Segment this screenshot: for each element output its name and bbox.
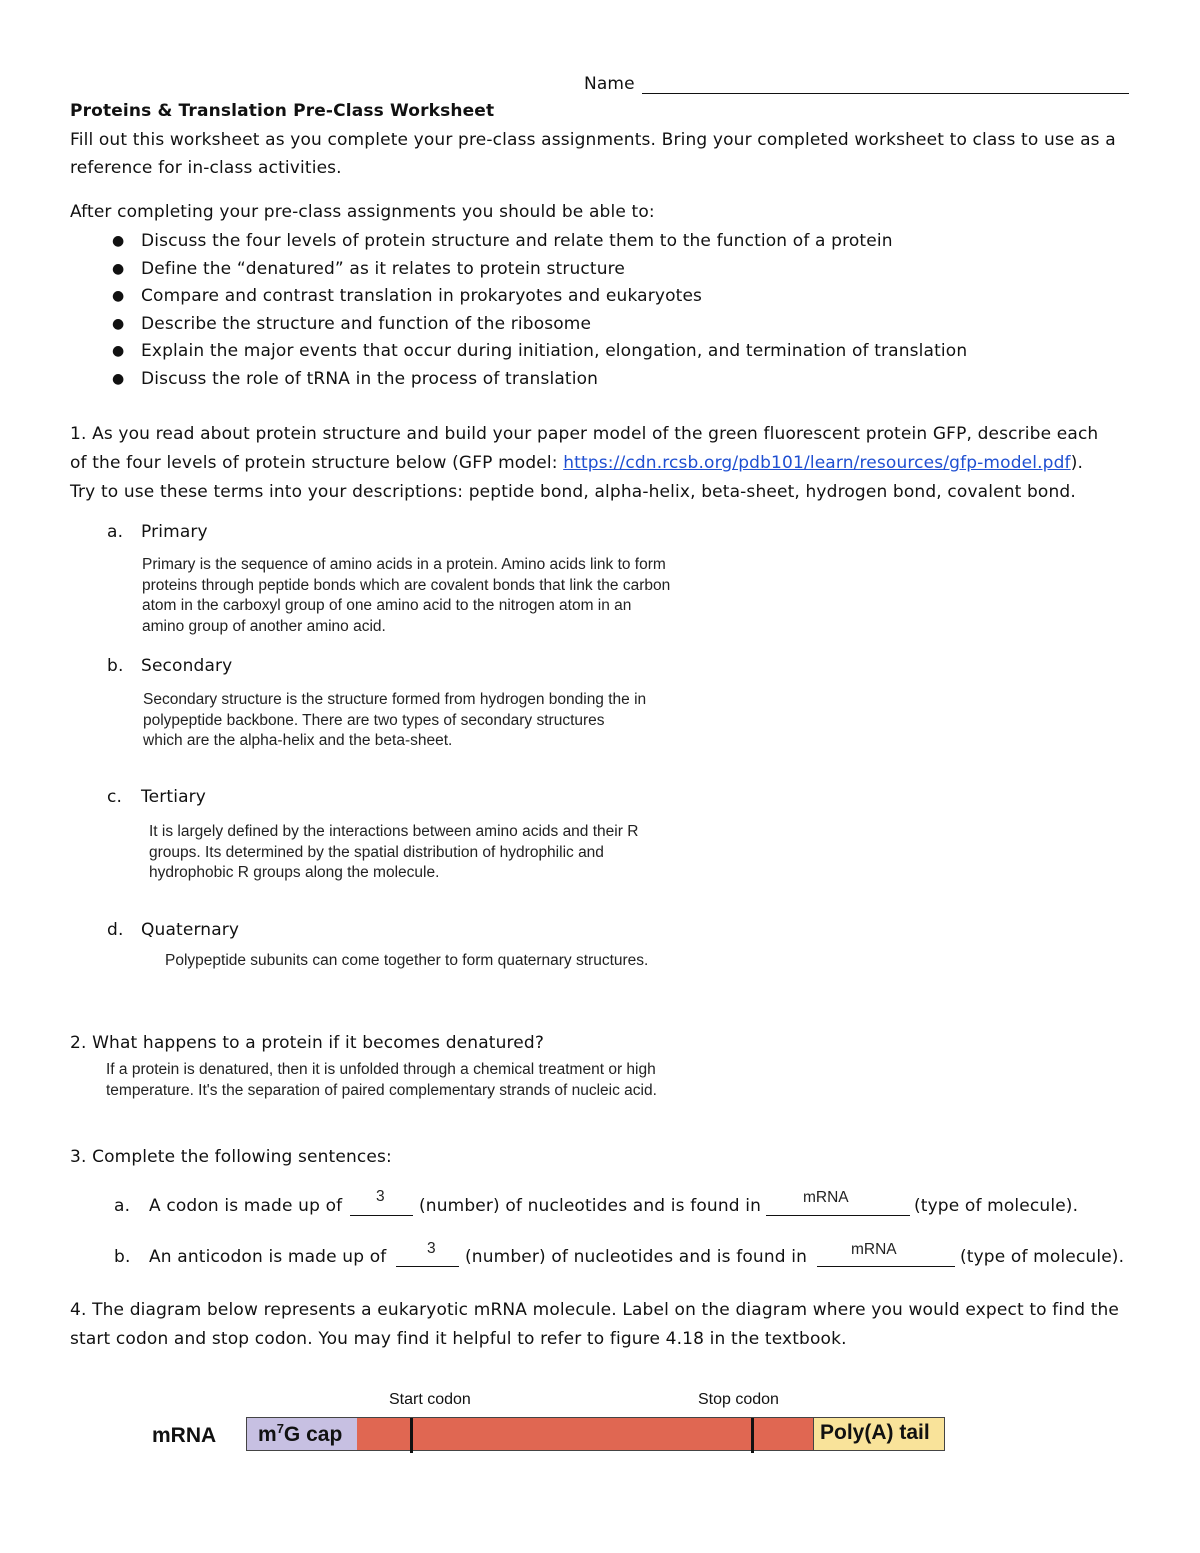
bullet-icon: ● <box>112 233 125 249</box>
q1-line-1: 1. As you read about protein structure and build your paper model of the green fluorescent protein GFP, describe each <box>70 424 1099 444</box>
answer-line: polypeptide backbone. There are two types of secondary structures <box>143 711 605 729</box>
q1-line-2-pre: of the four levels of protein structure below (GFP model: <box>70 453 564 473</box>
start-codon-marker <box>410 1418 413 1453</box>
coding-region <box>357 1417 815 1451</box>
anticodon-molecule-answer: mRNA <box>851 1241 897 1258</box>
answer-line: groups. Its determined by the spatial distribution of hydrophilic and <box>149 843 604 861</box>
codon-number-blank[interactable] <box>350 1215 413 1216</box>
q3b-post: (type of molecule). <box>960 1247 1125 1267</box>
answer-line: hydrophobic R groups along the molecule. <box>149 864 440 881</box>
objective-item: Define the “denatured” as it relates to protein structure <box>141 259 626 279</box>
gfp-model-link[interactable]: https://cdn.rcsb.org/pdb101/learn/resources/gfp-model.pdf <box>563 453 1071 473</box>
objective-item: Describe the structure and function of the ribosome <box>141 314 592 334</box>
q1-line-2 <box>70 453 1083 473</box>
polya-tail-region <box>813 1417 945 1451</box>
cap-label-sup: 7 <box>276 1421 284 1436</box>
stop-codon-label: Stop codon <box>698 1391 779 1408</box>
answer-line: which are the alpha-helix and the beta-sheet. <box>143 732 453 749</box>
start-codon-label: Start codon <box>389 1391 471 1408</box>
objective-item: Discuss the four levels of protein structure and relate them to the function of a protein <box>141 231 893 251</box>
bullet-icon: ● <box>112 316 125 332</box>
answer-secondary[interactable] <box>143 690 646 752</box>
q1-line-2-post: ). <box>1070 453 1084 473</box>
q1-line-3: Try to use these terms into your descriptions: peptide bond, alpha-helix, beta-sheet, hydrogen bond, covalent bond. <box>70 482 1076 502</box>
anticodon-number-blank[interactable] <box>396 1266 459 1267</box>
answer-line: temperature. It's the separation of paired complementary strands of nucleic acid. <box>106 1081 657 1099</box>
part-letter: d. <box>107 920 124 940</box>
answer-line: It is largely defined by the interactions between amino acids and their R <box>149 823 639 840</box>
q3b-pre: An anticodon is made up of <box>149 1247 387 1267</box>
anticodon-number-answer: 3 <box>427 1240 436 1257</box>
name-blank[interactable] <box>642 93 1129 94</box>
answer-line: Secondary structure is the structure formed from hydrogen bonding the in <box>143 691 647 708</box>
q3-heading: 3. Complete the following sentences: <box>70 1147 392 1167</box>
bullet-icon: ● <box>112 261 125 277</box>
name-label: Name <box>584 74 635 94</box>
codon-molecule-blank[interactable] <box>766 1215 910 1216</box>
answer-tertiary[interactable] <box>149 822 638 884</box>
codon-molecule-answer: mRNA <box>803 1189 849 1206</box>
part-label-primary: Primary <box>141 522 208 542</box>
q3a-post: (type of molecule). <box>914 1196 1079 1216</box>
objective-item: Compare and contrast translation in prokaryotes and eukaryotes <box>141 286 703 306</box>
worksheet-title: Proteins & Translation Pre-Class Worksheet <box>70 101 495 121</box>
part-label-quaternary: Quaternary <box>141 920 240 940</box>
q3a-pre: A codon is made up of <box>149 1196 343 1216</box>
q3a-mid: (number) of nucleotides and is found in <box>419 1196 762 1216</box>
tail-label: Poly(A) tail <box>820 1421 930 1444</box>
part-letter: a. <box>114 1196 131 1216</box>
cap-region <box>246 1417 359 1451</box>
answer-denatured[interactable] <box>106 1060 657 1101</box>
stop-codon-marker <box>751 1418 754 1453</box>
part-label-tertiary: Tertiary <box>141 787 206 807</box>
bullet-icon: ● <box>112 343 125 359</box>
codon-number-answer: 3 <box>376 1188 385 1205</box>
q2-question: 2. What happens to a protein if it becomes denatured? <box>70 1033 544 1053</box>
answer-quaternary[interactable] <box>165 951 648 972</box>
answer-line: Polypeptide subunits can come together to form quaternary structures. <box>165 952 649 969</box>
part-letter: b. <box>107 656 124 676</box>
cap-label <box>258 1421 342 1447</box>
part-letter: b. <box>114 1247 131 1267</box>
cap-label-rest: G cap <box>283 1423 343 1446</box>
answer-line: amino group of another amino acid. <box>142 617 386 635</box>
answer-line: atom in the carboxyl group of one amino acid to the nitrogen atom in an <box>142 597 632 614</box>
intro-line-2: reference for in-class activities. <box>70 158 342 178</box>
part-letter: a. <box>107 522 124 542</box>
cap-label-m: m <box>258 1423 277 1446</box>
answer-line: Primary is the sequence of amino acids in a protein. Amino acids link to form <box>142 556 666 573</box>
intro-line-1: Fill out this worksheet as you complete your pre-class assignments. Bring your completed worksheet to class to use as a <box>70 130 1116 150</box>
part-letter: c. <box>107 787 123 807</box>
q4-line-1: 4. The diagram below represents a eukaryotic mRNA molecule. Label on the diagram where you would expect to find the <box>70 1300 1120 1320</box>
anticodon-molecule-blank[interactable] <box>817 1266 955 1267</box>
part-label-secondary: Secondary <box>141 656 233 676</box>
answer-line: proteins through peptide bonds which are covalent bonds that link the carbon <box>142 576 671 594</box>
objective-item: Discuss the role of tRNA in the process of translation <box>141 369 599 389</box>
bullet-icon: ● <box>112 371 125 387</box>
mrna-molecule-label: mRNA <box>152 1424 217 1447</box>
answer-line: If a protein is denatured, then it is unfolded through a chemical treatment or high <box>106 1061 656 1078</box>
bullet-icon: ● <box>112 288 125 304</box>
answer-primary[interactable] <box>142 555 670 637</box>
q3b-mid: (number) of nucleotides and is found in <box>465 1247 808 1267</box>
q4-line-2: start codon and stop codon. You may find it helpful to refer to figure 4.18 in the textbook. <box>70 1329 847 1349</box>
objectives-heading: After completing your pre-class assignments you should be able to: <box>70 202 655 222</box>
objective-item: Explain the major events that occur during initiation, elongation, and termination of translation <box>141 341 968 361</box>
